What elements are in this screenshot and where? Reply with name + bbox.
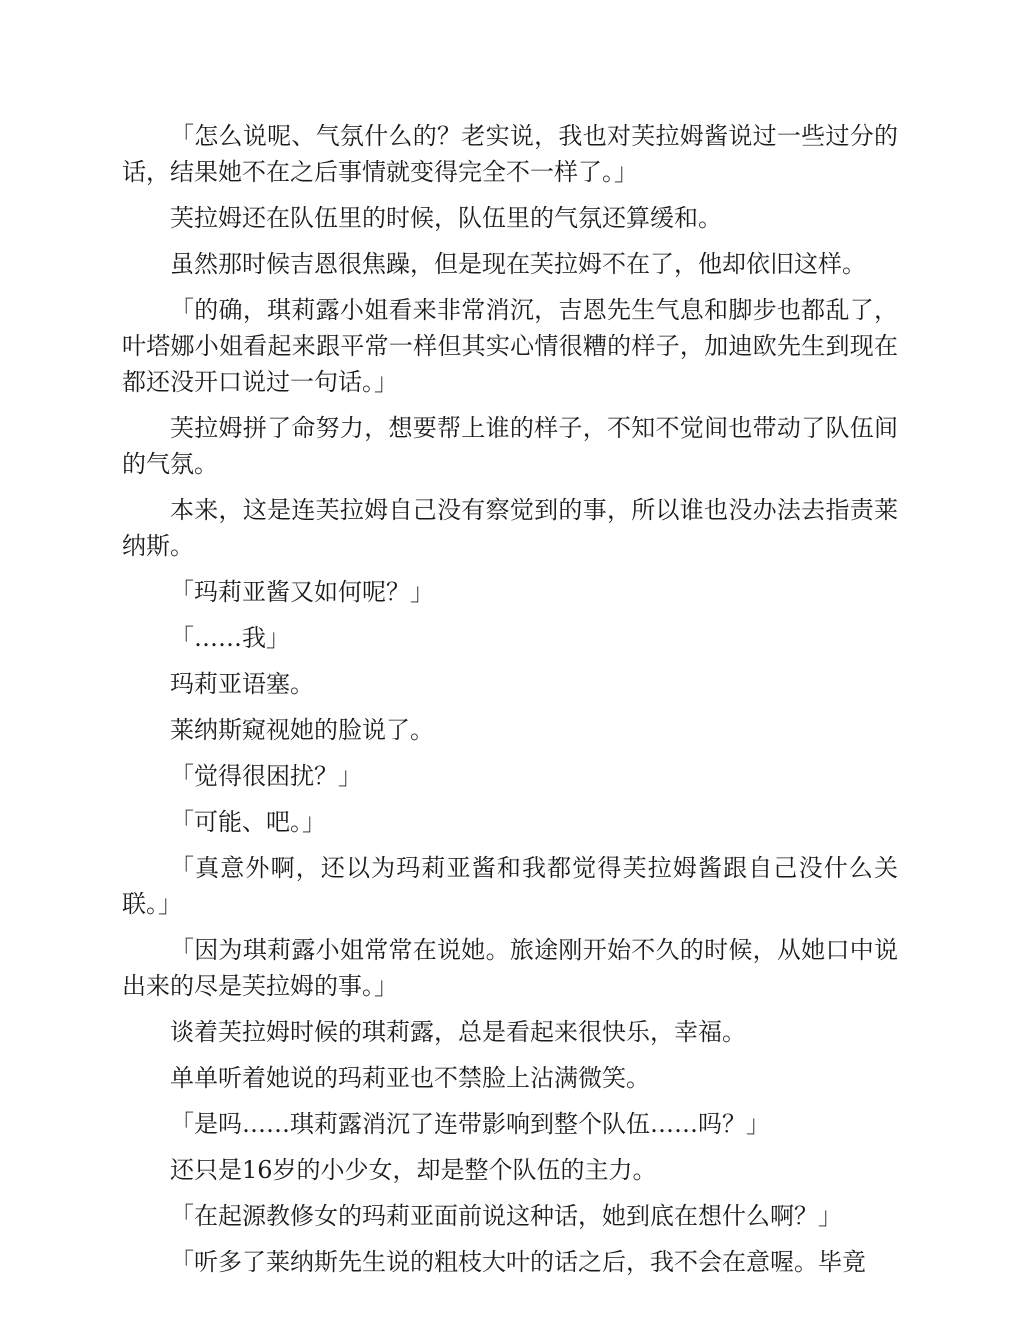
paragraph: 「怎么说呢、气氛什么的？老实说，我也对芙拉姆酱说过一些过分的话，结果她不在之后事情就变得完全不一样了。」 <box>122 122 898 186</box>
paragraph: 「因为琪莉露小姐常常在说她。旅途刚开始不久的时候，从她口中说出来的尽是芙拉姆的事。」 <box>122 936 898 1000</box>
paragraph: 「可能、吧。」 <box>170 808 326 836</box>
paragraph: 「是吗……琪莉露消沉了连带影响到整个队伍……吗？」 <box>170 1110 770 1138</box>
paragraph: 单单听着她说的玛莉亚也不禁脸上沾满微笑。 <box>170 1064 650 1092</box>
paragraph: 「听多了莱纳斯先生说的粗枝大叶的话之后，我不会在意喔。毕竟 <box>170 1248 866 1276</box>
paragraph: 莱纳斯窥视她的脸说了。 <box>170 716 434 744</box>
paragraph: 芙拉姆拼了命努力，想要帮上谁的样子，不知不觉间也带动了队伍间的气氛。 <box>122 414 898 478</box>
paragraph: 还只是16岁的小少女，却是整个队伍的主力。 <box>170 1156 657 1184</box>
paragraph: 「……我」 <box>170 624 290 652</box>
paragraph: 「在起源教修女的玛莉亚面前说这种话，她到底在想什么啊？」 <box>170 1202 842 1230</box>
paragraph: 「真意外啊，还以为玛莉亚酱和我都觉得芙拉姆酱跟自己没什么关联。」 <box>122 854 898 918</box>
paragraph: 「的确，琪莉露小姐看来非常消沉，吉恩先生气息和脚步也都乱了，叶塔娜小姐看起来跟平常一样但其实心情很糟的样子，加迪欧先生到现在都还没开口说过一句话。」 <box>122 296 898 396</box>
paragraph: 「玛莉亚酱又如何呢？」 <box>170 578 434 606</box>
paragraph: 谈着芙拉姆时候的琪莉露，总是看起来很快乐，幸福。 <box>170 1018 746 1046</box>
document-page <box>122 118 898 1290</box>
paragraph: 本来，这是连芙拉姆自己没有察觉到的事，所以谁也没办法去指责莱纳斯。 <box>122 496 898 560</box>
paragraph: 虽然那时候吉恩很焦躁，但是现在芙拉姆不在了，他却依旧这样。 <box>170 250 866 278</box>
paragraph: 芙拉姆还在队伍里的时候，队伍里的气氛还算缓和。 <box>170 204 722 232</box>
paragraph: 「觉得很困扰？」 <box>170 762 362 790</box>
paragraph: 玛莉亚语塞。 <box>170 670 314 698</box>
